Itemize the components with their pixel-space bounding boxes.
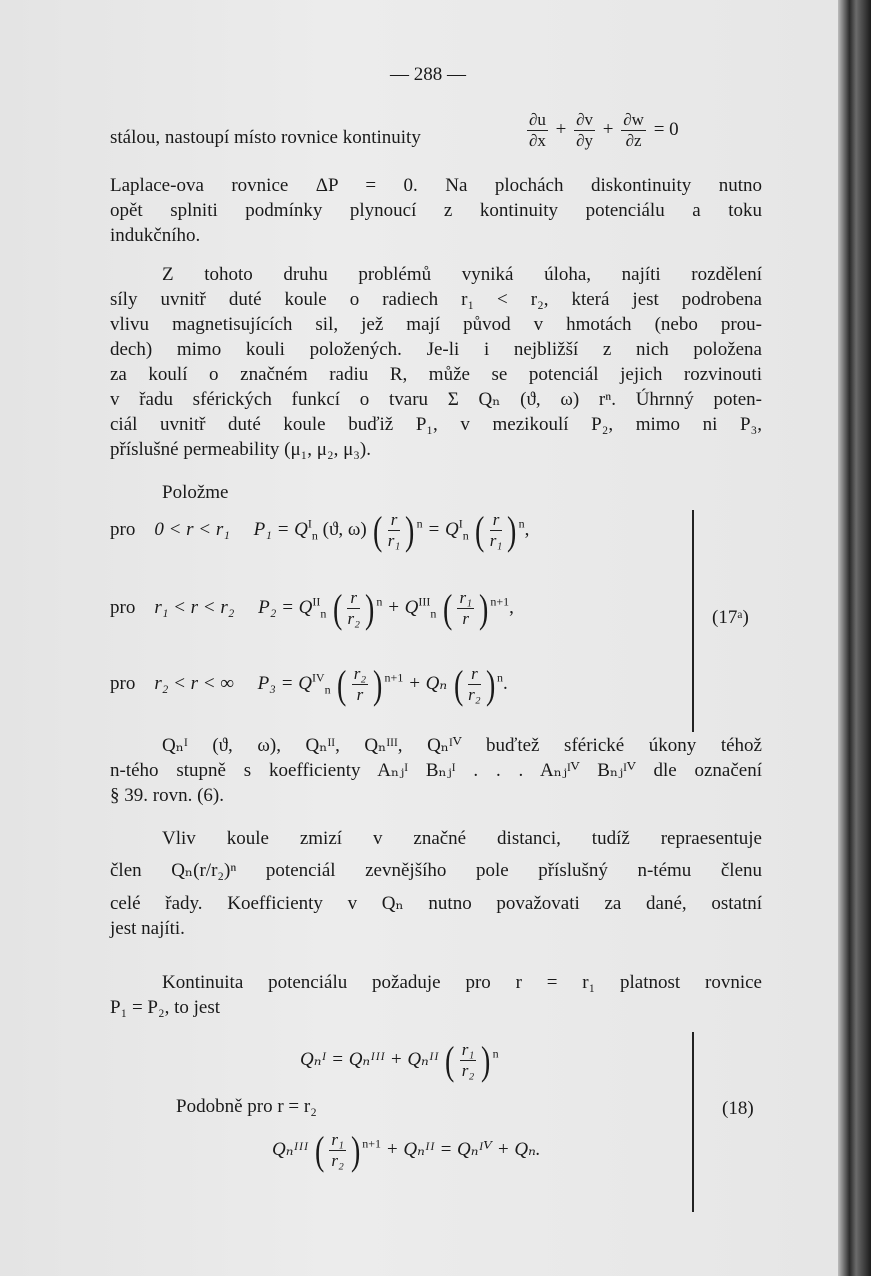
p2-line: za koulí o značném radiu R, může se potenciál jejich rozvinouti bbox=[110, 364, 762, 385]
eq18-label: (18) bbox=[722, 1098, 754, 1119]
p5-line: Kontinuita potenciálu požaduje pro r = r₁ platnost rovnice bbox=[162, 972, 762, 993]
p3-line: Qₙᴵ (ϑ, ω), Qₙᴵᴵ, Qₙᴵᴵᴵ, Qₙᴵⱽ buďtež sférické úkony téhož bbox=[162, 735, 762, 756]
book-spine bbox=[838, 0, 871, 1276]
p2-line: Z tohoto druhu problémů vyniká úloha, najíti rozdělení bbox=[162, 264, 762, 285]
p1-line: Laplace-ova rovnice ΔP = 0. Na plochách diskontinuity nutno bbox=[110, 175, 762, 196]
eq18-row2: Qₙᴵᴵᴵ ( $\frac{\text{r₁}}{\text{r₂}}$ ) $^{n+1}$ + Qₙᴵᴵ = Qₙᴵⱽ + Qₙ. bbox=[272, 1127, 541, 1173]
p1-line1-text: stálou, nastoupí místo rovnice kontinuity bbox=[110, 127, 421, 148]
polozme: Položme bbox=[162, 482, 229, 503]
p3-line: § 39. rovn. (6). bbox=[110, 785, 224, 806]
p1-line: opět splniti podmínky plynoucí z kontinuity potenciálu a toku bbox=[110, 200, 762, 221]
p1-line: indukčního. bbox=[110, 225, 201, 246]
p2-line: ciál uvnitř duté koule buďiž P₁, v mezikoulí P₂, mimo ni P₃, bbox=[110, 414, 762, 435]
p2-line: síly uvnitř duté koule o radiech r₁ < r₂, která jest podrobena bbox=[110, 289, 762, 310]
eq17-brace bbox=[692, 510, 694, 732]
p2-line: příslušné permeability (μ₁, μ₂, μ₃). bbox=[110, 439, 371, 460]
eq18-brace bbox=[692, 1032, 694, 1212]
p5-line: P₁ = P₂, to jest bbox=[110, 997, 221, 1018]
p4-line: člen Qₙ(r/r₂)ⁿ potenciál zevnějšího pole příslušný n-tému členu bbox=[110, 860, 762, 881]
p2-line: vlivu magnetisujících sil, jež mají původ v hmotách (nebo prou- bbox=[110, 314, 762, 335]
p4-line: celé řady. Koefficienty v Qₙ nutno považovati za dané, ostatní bbox=[110, 893, 762, 914]
eq17-label: (17ᵃ) bbox=[712, 607, 749, 628]
eq17-row2: pro r₁ < r < r₂ $P_2 = Q^{II}_n$ ( $\frac{r}{\text{r₂}}$ ) $^n + Q^{III}_n$ ( $\frac{\text{r₁}}{r}$ ) $^{n+1}$, bbox=[110, 585, 514, 631]
eq18-podobne: Podobně pro r = r₂ bbox=[176, 1096, 317, 1117]
paragraph-3 bbox=[110, 733, 762, 808]
p2-line: v řadu sférických funkcí o tvaru Σ Qₙ (ϑ, ω) rⁿ. Úhrnný poten- bbox=[110, 389, 762, 410]
eq18-row1: Qₙᴵ = Qₙᴵᴵᴵ + Qₙᴵᴵ ( $\frac{\text{r₁}}{\text{r₂}}$ ) $^n$ bbox=[300, 1037, 499, 1083]
continuity-equation: $\frac{\partial u}{\partial x}$ + $\frac{\partial v}{\partial y}$ + $\frac{\partial w}{\partial z}$ = 0 bbox=[529, 110, 679, 150]
p3-line: n-tého stupně s koefficienty Aₙⱼᴵ Bₙⱼᴵ . . . Aₙⱼᴵⱽ Bₙⱼᴵⱽ dle označení bbox=[110, 760, 762, 781]
p4-line: jest najíti. bbox=[110, 918, 185, 939]
paragraph-1 bbox=[110, 173, 762, 248]
p2-line: dech) mimo kouli položených. Je-li i nejbližší z nich položena bbox=[110, 339, 762, 360]
p4-line: Vliv koule zmizí v značné distanci, tudíž repraesentuje bbox=[162, 828, 762, 849]
paragraph-2 bbox=[110, 262, 762, 462]
paragraph-4 bbox=[110, 826, 762, 941]
eq17-row3: pro r₂ < r < ∞ $P_3 = Q^{IV}_n$ ( $\frac{\text{r₂}}{r}$ ) $^{n+1}$ + Qₙ ( $\frac{r}{\text{r₂}}$ ) $^n$. bbox=[110, 661, 508, 707]
page-number: — 288 — bbox=[390, 64, 466, 85]
eq17-row1: pro 0 < r < r₁ $P_1 = Q^I_n$ (ϑ, ω) ( $\frac{r}{\text{r₁}}$ ) $^n = Q^I_n$ ( $\frac{r}{\text{r₁}}$ ) $^n$, bbox=[110, 507, 530, 553]
paragraph-5 bbox=[110, 970, 762, 1020]
